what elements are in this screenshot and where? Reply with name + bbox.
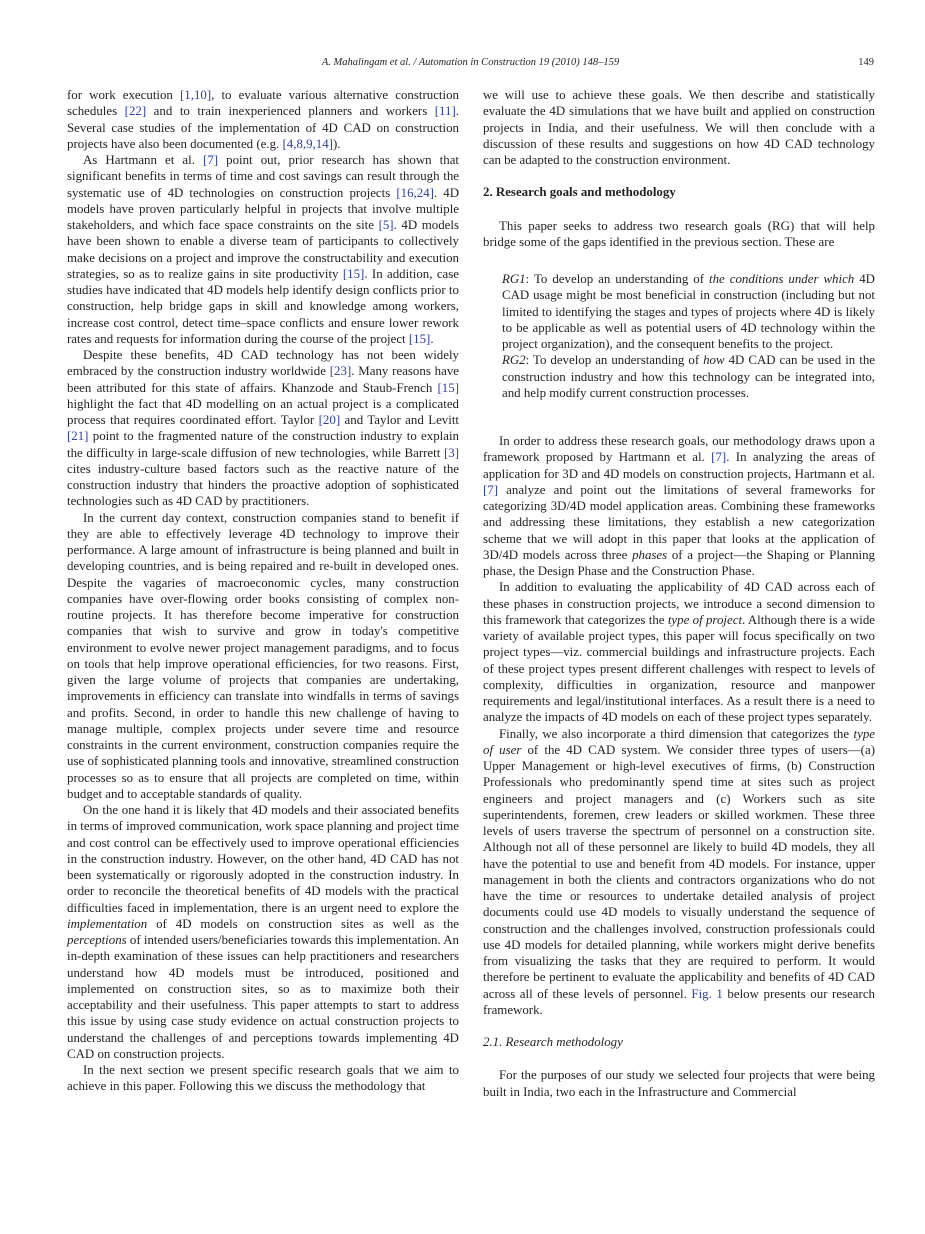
text: . (430, 331, 434, 346)
text: For the purposes of our study we selected four projects that were being built in India, two each in the Infrastructure and Commercial (483, 1068, 875, 1099)
text: . In analyzing the areas of application for 3D and 4D models on construction projects, Hartmann et al. (483, 450, 875, 481)
text: for work execution (67, 88, 180, 102)
text: . Many reasons have been attributed for this state of affairs. Khanzode and Staub-French (67, 364, 459, 395)
text: and to train inexperienced planners and workers (146, 104, 435, 119)
italic-text: phases (632, 547, 668, 562)
text: On the one hand it is likely that 4D models and their associated benefits in terms of improved communication, work space planning and project time and cost control can be effectively used to improve operational efficiencies in the construction industry. However, on the other hand, 4D CAD has not been systematically or rigorously adopted in the construction industry. In order to reconcile the theoretical benefits of 4D models with the practical difficulties faced in implementation, there is an urgent need to explore the (67, 803, 459, 915)
text: , to evaluate various alternative construction schedules (67, 88, 459, 119)
paragraph (483, 87, 875, 168)
text: we will use to achieve these goals. We then describe and statistically evaluate the 4D simulations that we have built and applied on construction projects in India, and their usefulness. We will then conclude with a discussion of these results and suggestions on how 4D CAD technology can be adapted to the construction environment. (483, 88, 875, 167)
text: In addition to evaluating the applicability of 4D CAD across each of these phases in construction projects, we introduce a second dimension to this framework that categorizes the (483, 580, 875, 627)
text: . 4D models have proven particularly helpful in projects that involve multiple stakeholders, and which face space constraints on the site (67, 185, 459, 232)
paragraph (502, 352, 875, 401)
right-column (483, 87, 875, 1100)
citation-link[interactable]: [4,8,9,14] (282, 136, 333, 151)
paragraph (67, 87, 459, 152)
italic-text: RG1 (502, 272, 526, 286)
text: 4D CAD usage might be most beneficial in construction (including but not limited to identifying the stages and types of projects where 4D is likely to be applicable as well as potential users of 4D technology within the project organization), and the consequent benefits to the project. (502, 272, 875, 351)
paragraph (483, 218, 875, 251)
text: highlight the fact that 4D modelling on an actual project is a complicated process that requires coordinated effort. Taylor (67, 396, 459, 427)
paragraph (483, 726, 875, 1019)
text: and Taylor and Levitt (340, 413, 459, 427)
text: As Hartmann et al. (83, 153, 204, 167)
italic-text: type of project (667, 612, 743, 627)
italic-text: how (703, 353, 725, 368)
paragraph (67, 347, 459, 510)
italic-text: the conditions under which (709, 272, 855, 286)
citation-link[interactable]: [7] (203, 153, 219, 167)
citation-link[interactable]: [3] (443, 445, 459, 460)
text: Despite these benefits, 4D CAD technology has not been widely embraced by the construction industry worldwide (67, 348, 459, 379)
citation-link[interactable]: [20] (318, 413, 341, 427)
text: point out, prior research has shown that significant benefits in terms of time and cost savings can result through the systematic use of 4D technologies on construction projects (67, 153, 459, 200)
citation-link[interactable]: [16,24] (396, 185, 434, 200)
citation-link[interactable]: [11] (434, 104, 456, 119)
text: In the next section we present specific research goals that we aim to achieve in this paper. Following this we discuss the methodology that (67, 1063, 459, 1094)
section-heading: 2. Research goals and methodology (483, 185, 676, 200)
citation-link[interactable]: [15] (408, 331, 431, 346)
page-header (67, 57, 874, 73)
paragraph (67, 510, 459, 803)
paragraph (67, 1062, 459, 1095)
text: below presents our research framework. (483, 986, 875, 1017)
text: . Several case studies of the implementation of 4D CAD on construction projects have also been documented (e.g. (67, 104, 459, 151)
italic-text: perceptions (67, 933, 127, 947)
citation-link[interactable]: [5] (378, 218, 394, 232)
text: : To develop an understanding of (525, 272, 709, 286)
paragraph (483, 1067, 875, 1100)
text: point to the fragmented nature of the construction industry to explain the difficulty in large-scale diffusion of new technologies, while Barrett (67, 429, 459, 460)
paragraph (502, 271, 875, 352)
paragraph (483, 433, 875, 579)
citation-link[interactable]: [1,10] (179, 88, 212, 102)
text: of intended users/beneficiaries towards this implementation. An in-depth examination of these issues can help practitioners and researchers understand how 4D models must be introduced, positioned and implemented on construction sites, so as to maximize both their acceptability and their usefulness. This paper attempts to start to address this issue by using case study evidence on actual construction projects to understand the challenges of and perceptions towards implementing 4D CAD on construction projects. (67, 933, 459, 1061)
text: 4D CAD can be used in the construction industry and how this technology can be integrated into, and help modify current construction processes. (502, 353, 875, 400)
text: In the current day context, construction companies stand to benefit if they are able to effectively leverage 4D technology to improve their performance. A large amount of infrastructure is being planned and built in developing countries, and is being repaired and re-built in developed ones. Despite the vagaries of macroeconomic cycles, many construction companies have over-flowing order books consisting of complex non-routine projects. It has therefore become imperative for construction companies that wish to survive and grow in today's competitive environment to evolve newer project management paradigms, and to focus on tools that help improve operational efficiencies, for two reasons. First, given the large volume of projects that companies are undertaking, improvements in efficiency can translate into windfalls in terms of savings and profits. Second, in order to handle this new challenge of having to manage multiple, complex projects under severe time and resource constraints in the current environment, construction companies require the use of sophisticated planning tools and innovative, streamlined construction processes so as to ensure that all projects are completed on time, within budget and to acceptable standards of quality. (67, 510, 459, 801)
italic-text: RG2 (502, 353, 526, 368)
text: ). (332, 136, 341, 151)
text: of 4D models on construction sites as well as the (147, 916, 459, 931)
text: . 4D models have been shown to enable a diverse team of participants to collectively make decisions on a project and improve the constructability and execution strategies, so as to realize gains in site productivity (67, 218, 459, 281)
research-goals (483, 271, 875, 401)
methodology-body (483, 433, 875, 1018)
text: In order to address these research goals, our methodology draws upon a framework proposed by Hartmann et al. (483, 434, 875, 465)
citation-link[interactable]: [15] (342, 266, 365, 281)
paragraph (67, 152, 459, 347)
left-column (67, 87, 459, 1095)
intro-paragraph (483, 87, 875, 168)
paragraph (67, 802, 459, 1062)
text: cites industry-culture based factors such as the reactive nature of the construction industry that hinders the proactive adoption of sophisticated technologies such as 4D CAD by practitioners. (67, 461, 459, 509)
subsection-heading: 2.1. Research methodology (483, 1035, 623, 1049)
text: . Although there is a wide variety of available project types, this paper will focus specifically on two project types—viz. commercial buildings and infrastructure projects. Each of these project types present different challenges with respect to levels of complexity, difficulties in organization, resource and manpower requirements and legal/institutional interfaces. As a result there is a need to analyze the impacts of 4D models on each of these project types separately. (483, 612, 875, 725)
citation-link[interactable]: [23] (329, 364, 352, 379)
citation-link[interactable]: [15] (437, 380, 459, 395)
citation-link[interactable]: [7] (483, 482, 499, 497)
methodology-paragraph (483, 1067, 875, 1100)
citation-link[interactable]: [21] (67, 429, 89, 444)
text: of a project—the Shaping or Planning phase, the Design Phase and the Construction Phase. (483, 547, 875, 578)
paragraph (483, 579, 875, 725)
italic-text: type of user (483, 726, 875, 757)
text: . In addition, case studies have indicated that 4D models help identify design conflicts prior to construction, help bridge gaps in skill and knowledge among workers, increase cost control, detect time–space conflicts and ensure lower rework rates and requests for information during the course of the project (67, 266, 460, 346)
goals-intro (483, 218, 875, 251)
citation-link[interactable]: [7] (711, 450, 727, 465)
running-title: A. Mahalingam et al. / Automation in Construction 19 (2010) 148–159 (321, 57, 620, 68)
italic-text: implementation (67, 916, 148, 931)
text: : To develop an understanding of (525, 353, 704, 368)
text: of the 4D CAD system. We consider three types of users—(a) Upper Management or high-level executives of firms, (b) Construction Professionals who predominantly spend time at sites such as project engineers and project managers and (c) Workers such as site superintendents, foremen, crew leaders or skilled workmen. These three levels of users traverse the spectrum of personnel on a construction site. Although not all of these personnel are likely to build 4D models, they all have the potential to use and benefit from 4D models. For instance, upper management in both the clients and contractors organizations who do not have the time or resources to undertake detailed analysis of project documents could use 4D models to visually understand the sequence of construction and the challenges involved, construction professionals could use 4D models for detailed planning, while workers might derive benefits from visualizing the tasks that they are required to perform. It would therefore be pertinent to evaluate the applicability and benefits of 4D CAD across all of these levels of personnel. (483, 742, 875, 1001)
citation-link[interactable]: [22] (124, 104, 147, 119)
citation-link[interactable]: Fig. 1 (691, 986, 723, 1001)
text: Finally, we also incorporate a third dimension that categorizes the (499, 726, 854, 741)
page-number: 149 (858, 57, 874, 68)
text: analyze and point out the limitations of several frameworks for categorizing 3D/4D model application areas. Combining these frameworks and addressing these limitations, they establish a new categorization scheme that we will adopt in this paper that looks at the application of 3D/4D models across three (483, 482, 875, 562)
text: This paper seeks to address two research goals (RG) that will help bridge some of the gaps identified in the previous section. These are (483, 218, 875, 249)
